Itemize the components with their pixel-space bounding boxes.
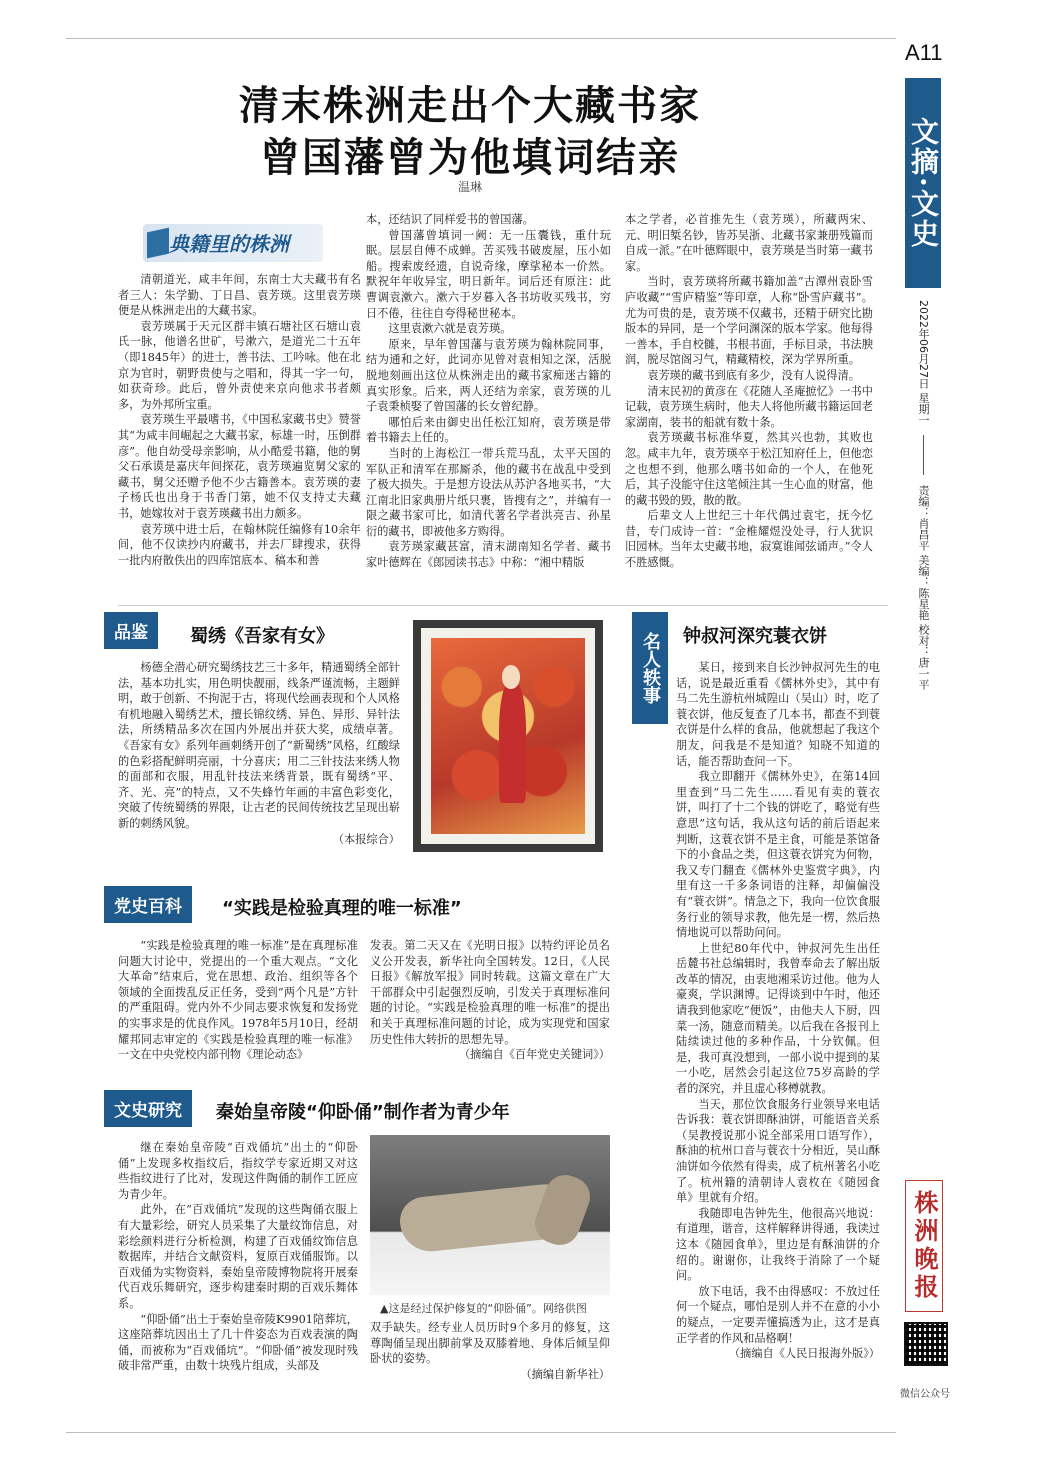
paragraph: “仰卧俑”出土于秦始皇帝陵K9901陪葬坑，这座陪葬坑因出土了几十件姿态为百戏表演的陶俑，而被称为“百戏俑坑”。“仰卧俑”被发现时残破非常严重，由数十块残片组成，头部及 xyxy=(118,1312,358,1373)
qr-code-icon[interactable] xyxy=(904,1322,948,1366)
paragraph: 袁芳瑛生平最嗜书，《中国私家藏书史》赞誉其“为咸丰间崛起之大藏书家，标雄一时，压倒群彦”。他自幼受母亲影响，从小酷爱书籍，他的舅父石承谟是嘉庆年间探花，袁芳瑛遍览舅父家的藏书，舅父还赠予他不少古籍善本。袁芳瑛的妻子杨氏也出身于书香门第，她不仅支持丈夫藏书，她嫁妆对于袁芳瑛藏书出力颇多。 xyxy=(118,413,361,520)
paragraph: 双手缺失。经专业人员历时9个多月的修复，这尊陶俑呈现出脚前掌及双膝着地、身体后倾呈仰卧状的姿势。 xyxy=(370,1321,610,1366)
minren-tag: 名人轶事 xyxy=(632,612,668,724)
paragraph: 发表。第二天又在《光明日报》以特约评论员名义公开发表，新华社向全国转发。12日，《人民日报》《解放军报》同时转载。这篇文章在广大干部群众中引起强烈反响，引发关于真理标准问题的讨论。“实践是检验真理的唯一标准”的提出和关于真理标准问题的讨论，成为实现党和国家历史性伟大转折的思想先导。 xyxy=(370,939,610,1046)
embroidery-photo xyxy=(413,620,603,852)
wenshi-body xyxy=(118,1140,358,1374)
paragraph: 当天，那位饮食服务行业领导来电话告诉我：蓑衣饼即酥油饼，可能语音关系（吴教授说那小说全部采用口语写作），酥油的杭州口音与蓑衣十分相近，吴山酥油饼如今依然有得卖，成了杭州著名小吃了。杭州籍的清朝诗人袁枚在《随园食单》里就有介绍。 xyxy=(676,1097,880,1205)
paragraph: 某日，接到来自长沙钟叔河先生的电话，说是最近重看《儒林外史》，其中有马二先生游杭州城隍山（吴山）时，吃了蓑衣饼，他反复查了几本书，都查不到蓑衣饼是什么样的食品，他就想起了我这个朋友，问我是不是知道？知晓不知道的话，能否帮助查问一下。 xyxy=(676,661,880,768)
paragraph: 哪怕后来由御史出任松江知府，袁芳瑛是带着书籍去上任的。 xyxy=(366,415,611,445)
qr-label: 微信公众号 xyxy=(900,1389,950,1400)
minren-body xyxy=(676,660,880,1362)
paragraph: 我随即电告钟先生，他很高兴地说：有道理，谐音，这样解释讲得通，我读过这本《随园食单》，里边是有酥油饼的介绍的。谢谢你，让我终于消除了一个疑问。 xyxy=(676,1206,880,1283)
paragraph: 杨德全潜心研究蜀绣技艺三十多年，精通蜀绣全部针法，基本功扎实，用色明快靓丽，线条严谨流畅，主题鲜明，敢于创新、不拘泥于古，将现代绘画表现和个人风格有机地融入蜀绣艺术，擅长锦纹绣、异色、异形、异针法法，所绣精品多次在国内外展出并获大奖，成绩卓著。《吾家有女》系列年画刺绣开创了“新蜀绣”风格，红酸绿的色彩搭配鲜明亮丽，十分喜庆；用二三针技法来绣人物的面部和衣服，用乱针技法来绣背景，既有蜀绣“平、齐、光、亮”的特点，又不失蜂竹年画的丰富色彩变化，突破了传统蜀绣的界限，让古老的民间传统技艺呈现出崭新的刺绣风貌。 xyxy=(118,661,400,830)
byline: 温琳 xyxy=(457,180,482,194)
meta-divider xyxy=(923,435,924,475)
page-date: 2022年06月27日 星期一 xyxy=(917,300,930,426)
paragraph: 当时的上海松江一带兵荒马乱，太平天国的军队正和清军在那厮杀，他的藏书在战乱中受到了极大损失。于是想方设法从苏沪各地买书，“大江南北旧家典册片纸只裹，皆搜有之”，并编有一限之藏书家可比，如清代著名学者洪亮吉、孙星衍的藏书，即被他多方购得。 xyxy=(366,446,611,538)
painting-mat xyxy=(421,628,595,844)
paragraph: 这里袁漱六就是袁芳瑛。 xyxy=(388,322,512,336)
wenshi-title: 秦始皇帝陵“仰卧俑”制作者为青少年 xyxy=(216,1102,510,1123)
newspaper-logo: 株洲晚报 xyxy=(905,1180,943,1312)
headline-line1: 清末株洲走出个大藏书家 xyxy=(239,83,701,129)
figure-head xyxy=(502,665,520,689)
page-editors: 责编：肖昌平 美编：陈星艳 校对：唐一平 xyxy=(917,484,930,690)
minren-title: 钟叔河深究蓑衣饼 xyxy=(683,626,827,647)
paragraph: 袁芳瑛属于天元区群丰镇石塘社区石塘山袁氏一脉，他谱名世矿，号漱六，是道光二十五年（即1845年）的进士，善书法、工吟咏。他在北京为官时，朝野贵使与之唱和，得其一字一句，如获奇珍。此后，曾外责使来京向他求书者颇多，为外邦所宝重。 xyxy=(118,319,361,411)
page-meta xyxy=(915,300,931,690)
wenshi-body-2 xyxy=(370,1320,610,1382)
article-column-3 xyxy=(625,212,873,571)
paragraph: 本之学者，必首推先生（袁芳瑛），所藏两宋、元、明旧椠名钞，皆苏吴浙、北藏书家兼册残篇而自成一派。”在叶德辉眼中，袁芳瑛是当时第一藏书家。 xyxy=(625,213,873,273)
photo-caption: ▲这是经过保护修复的“仰卧俑”。网络供图 xyxy=(380,1302,587,1315)
pinjian-tag: 品鉴 xyxy=(104,612,158,649)
section-divider xyxy=(118,605,888,606)
paragraph: 清末民初的黄彦在《花随人圣庵摭忆》一书中记载，袁芳瑛生病时，他夫人将他所藏书籍运回老家湖南，装书的船就有数十条。 xyxy=(625,384,873,429)
paragraph: 当时，袁芳瑛将所藏书籍加盖“古潭州袁卧雪庐收藏”“雪庐精鉴”等印章，人称“卧雪庐藏书”。尤为可贵的是，袁芳瑛不仅藏书，还精于研究比勘版本的异同，是一个学问渊深的版本学家。他每得一善本，手自校雠，书根书面，手标目录，书法腴润，脱尽馆阁习气，精藏精校，深为学界所重。 xyxy=(625,275,873,367)
figure-shape xyxy=(499,681,527,803)
paragraph: 上世纪80年代中，钟叔河先生出任岳麓书社总编辑时，我曾奉命去了解出版改革的情况，由衷地湘采访过他。他为人豪爽，学识渊博。记得谈到中午时，他还请我到他家吃“便饭”，由他夫人下厨，四菜一汤，随意而精美。以后我在各报刊上陆续读过他的多种作品，十分钦佩。但是，我可真没想到，一部小说中提到的某一小吃，居然会引起这位75岁高龄的学者的深究，并且虚心移樽就教。 xyxy=(676,941,880,1096)
paragraph: 袁芳瑛家藏甚富，清末湖南知名学者、藏书家叶德辉在《郎园读书志》中称：“湘中精版 xyxy=(366,540,611,570)
section-tab xyxy=(905,78,941,288)
paragraph: 曾国藩曾填词一阙：无一压囊钱，重什玩眠。层层自傅不成蝉。苦买残书破废屋，压小如船。搜索废经遗，自说奇缘，摩挲秘本一价然。默祝年年收异宝，明日新年。词后还有原注：此曹调袁漱六。漱六于岁暮入各书坊收买残书，穷日不倦，往往自夸得秘世秘本。 xyxy=(366,228,611,320)
headline-line2: 曾国藩曾为他填词结亲 xyxy=(260,135,680,181)
paragraph: 袁芳瑛的藏书到底有多少，没有人说得清。 xyxy=(647,368,860,382)
pinjian-body xyxy=(118,660,400,847)
article-column-1 xyxy=(118,272,361,568)
paragraph: 放下电话，我不由得感叹：不放过任何一个疑点，哪怕是别人并不在意的小小的疑点，一定要弄懂搞透为止，这才是真正学者的作风和品格啊！ xyxy=(676,1284,880,1345)
dangshi-body-1 xyxy=(118,938,358,1063)
paragraph: “实践是检验真理的唯一标准”是在真理标准问题大讨论中，党提出的一个重大观点。“文化大革命”结束后，党在思想、政治、组织等各个领域的全面拨乱反正任务，受到“两个凡是”方针的严重阻碍。党内外不少同志要求恢复和发扬党的实事求是的优良作风。1978年5月10日，经胡耀邦同志审定的《实践是检验真理的唯一标准》一文在中央党校内部刊物《理论动态》 xyxy=(118,939,359,1062)
terracotta-photo xyxy=(370,1135,610,1295)
column-banner-text: 典籍里的株洲 xyxy=(169,232,289,256)
wenshi-tag: 文史研究 xyxy=(104,1090,192,1127)
dangshi-tag: 党史百科 xyxy=(104,886,192,923)
article-column-2 xyxy=(366,212,611,571)
paragraph: 袁芳瑛中进士后，在翰林院任编修有10余年间，他不仅读抄内府藏书，并去厂肆搜求，获得一批内府散佚出的四库馆底本、稿本和善 xyxy=(118,522,361,567)
paragraph: 袁芳瑛藏书标准华夏，然其兴也勃，其败也忽。咸丰九年，袁芳瑛卒于松江知府任上，但他恋之也想不到，他那么嗜书如命的一个人，在他死后，其子没能守住这笔倾注其一生心血的财富，他的藏书毁的毁，散的散。 xyxy=(625,431,873,507)
paragraph: 继在秦始皇帝陵“百戏俑坑”出土的“仰卧俑”上发现多枚指纹后，指纹学专家近期又对这些指纹进行了比对，发现这件陶俑的制作工匠应为青少年。 xyxy=(118,1141,358,1201)
paragraph: 此外，在“百戏俑坑”发现的这些陶俑衣服上有大量彩绘，研究人员采集了大量纹饰信息，对彩绘颜料进行分析检测，构建了百戏俑纹饰信息数据库，并结合文献资料，复原百戏俑服饰。以百戏俑为实物资料，秦始皇帝陵博物院将开展秦代百戏乐舞研究，逐步构建秦时期的百戏乐舞体系。 xyxy=(118,1203,358,1310)
page-number: A11 xyxy=(905,40,943,65)
dangshi-source: （摘编自《百年党史关键词》） xyxy=(458,1048,610,1062)
dangshi-body-2 xyxy=(370,938,610,1063)
painting-art xyxy=(431,638,585,834)
top-rule xyxy=(66,38,896,39)
dangshi-title: “实践是检验真理的唯一标准” xyxy=(222,898,462,919)
column-banner xyxy=(143,224,323,262)
pinjian-source: （本报综合） xyxy=(332,832,400,846)
bottom-rule xyxy=(66,1432,896,1433)
book-icon xyxy=(147,228,169,259)
paragraph: 后辈文人上世纪三十年代偶过袁宅，抚今忆昔，专门成诗一首：“金椎耀煜没处寻，行人犹识旧园林。当年太史藏书地，寂寞谁闻弦诵声。”令人不胜感慨。 xyxy=(625,509,873,570)
minren-source: （摘编自《人民日报海外版》） xyxy=(728,1347,880,1361)
paragraph: 我立即翻开《儒林外史》，在第14回里查到“马二先生……看见有卖的蓑衣饼，叫打了十二个钱的饼吃了，略觉有些意思”这句话，我从这句话的前后语起来判断，这蓑衣饼不是主食，可能是茶馆备下的小食品之类，但这蓑衣饼究为何物，我又专门翻查《儒林外史鉴赏字典》，内里有这一千多条词语的注释，却偏偏没有“蓑衣饼”。情急之下，我向一位饮食服务行业的领导求教，他先是一楞，然后热情地说可以帮助问问。 xyxy=(676,770,880,940)
section-label: 文摘·文史 xyxy=(907,117,940,249)
paragraph: 本，还结识了同样爱书的曾国藩。 xyxy=(366,213,534,226)
wenshi-source: （摘编自新华社） xyxy=(520,1367,610,1381)
pinjian-title: 蜀绣《吾家有女》 xyxy=(190,626,334,647)
paragraph: 原来，早年曾国藩与袁芳瑛为翰林院同事，结为通和之好，此词亦见曾对袁相知之深，活脱脱地刻画出这位从株洲走出的藏书家痴迷古籍的真实形象。后来，两人还结为亲家，袁芳瑛的儿子袁秉桢娶了曾国藩的长女曾纪静。 xyxy=(366,337,611,414)
paragraph: 清朝道光、咸丰年间，东南士大夫藏书有名者三人：朱学勤、丁日昌、袁芳瑛。这里袁芳瑛便是从株洲走出的大藏书家。 xyxy=(118,273,361,318)
